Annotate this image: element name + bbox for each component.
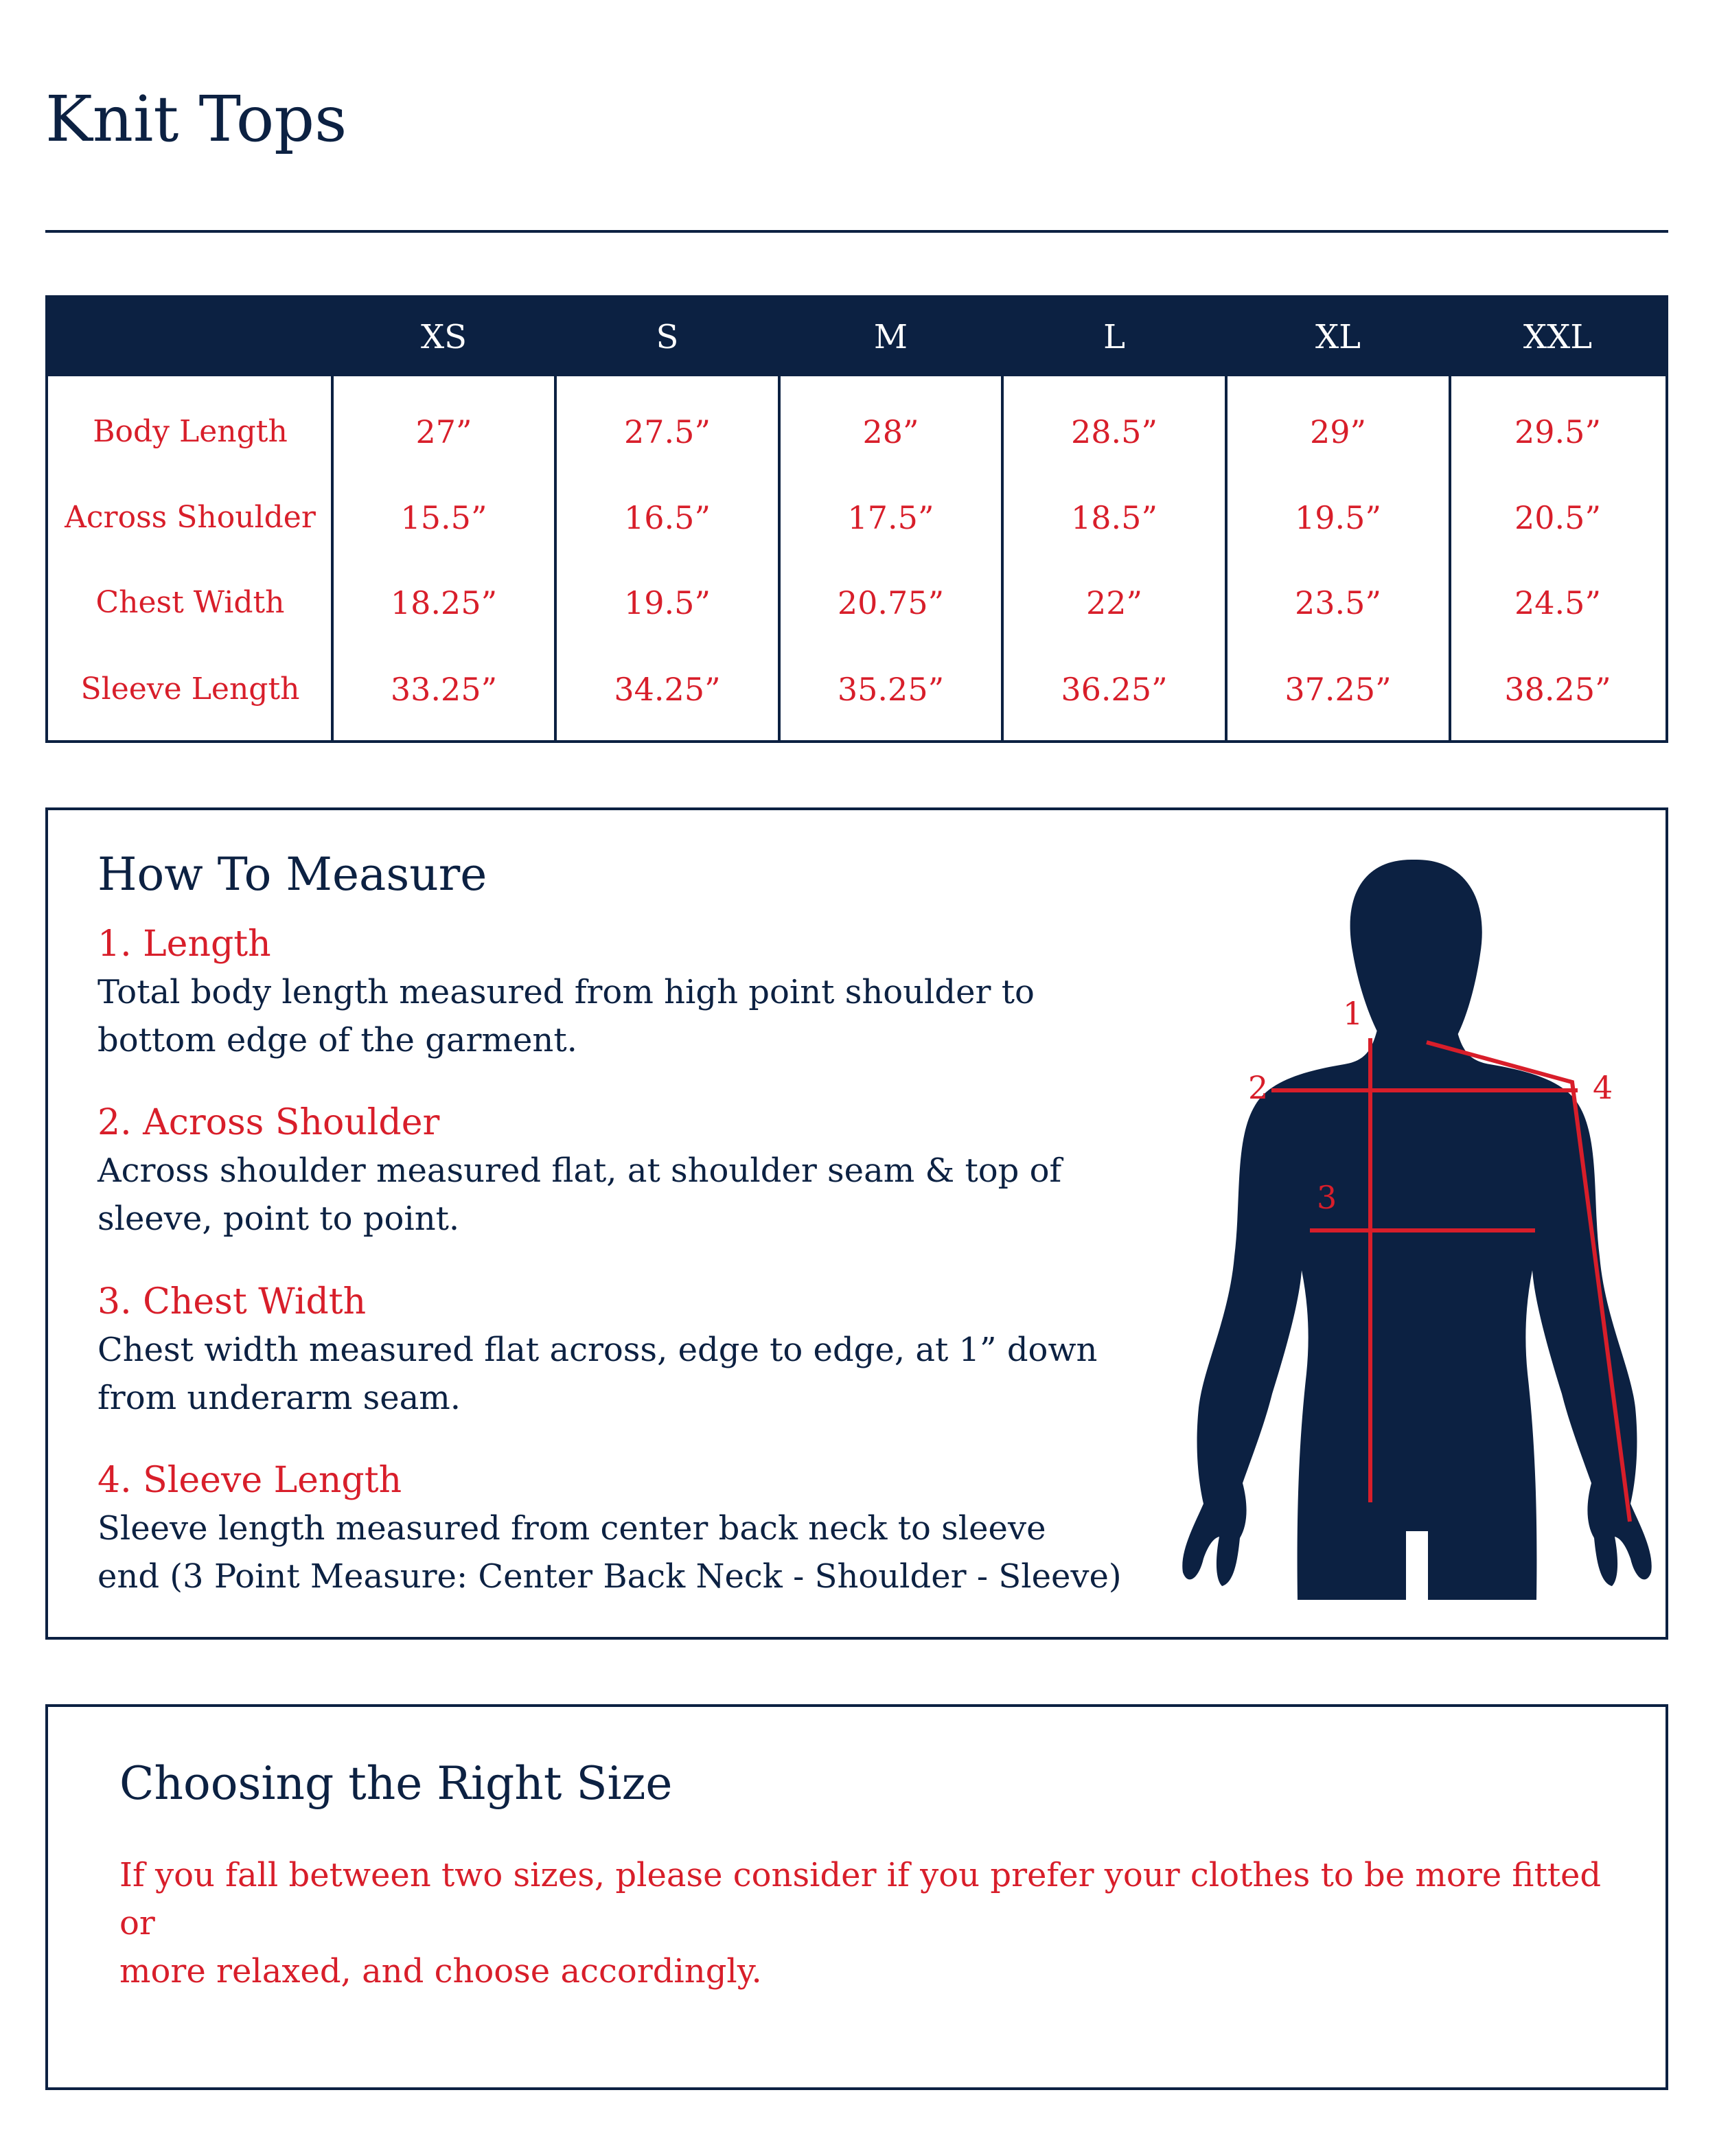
measure-item-heading: 4. Sleeve Length <box>97 1460 402 1501</box>
measure-item-sleeve-length <box>97 1456 1127 1601</box>
choosing-size-panel <box>45 1704 1668 2090</box>
row-label-body-length: Body Length <box>93 414 288 449</box>
choosing-size-title: Choosing the Right Size <box>119 1757 673 1810</box>
figure-label-4: 4 <box>1593 1069 1613 1106</box>
measure-item-description: Total body length measured from high point shoulder to <box>97 973 1035 1011</box>
size-header-m: M <box>873 318 908 356</box>
size-header-xs: XS <box>420 318 468 356</box>
row-label-chest-width: Chest Width <box>95 585 285 620</box>
table-cell: 19.5” <box>624 584 711 621</box>
title-divider <box>45 230 1668 233</box>
measure-item-description: Sleeve length measured from center back neck to sleeve <box>97 1509 1046 1548</box>
table-cell: 18.5” <box>1071 499 1157 536</box>
choosing-size-text <box>119 1851 1616 1995</box>
size-header-s: S <box>656 318 679 356</box>
size-chart-table <box>45 295 1668 743</box>
table-cell: 28” <box>862 413 919 450</box>
table-cell: 28.5” <box>1071 413 1157 450</box>
how-to-measure-title: How To Measure <box>97 848 487 901</box>
choosing-size-text-line: If you fall between two sizes, please consider if you prefer your clothes to be more fitted or <box>119 1856 1602 1942</box>
table-cell: 23.5” <box>1295 584 1381 621</box>
measure-item-chest-width <box>97 1278 1127 1422</box>
table-cell: 29.5” <box>1514 413 1601 450</box>
measure-item-heading: 2. Across Shoulder <box>97 1102 440 1143</box>
measure-item-heading: 1. Length <box>97 924 271 965</box>
how-to-measure-panel <box>45 807 1668 1640</box>
table-cell: 20.75” <box>837 584 945 621</box>
table-cell: 35.25” <box>837 671 945 708</box>
measure-item-description: sleeve, point to point. <box>97 1200 460 1238</box>
torso-silhouette-icon <box>1146 845 1668 1600</box>
figure-label-2: 2 <box>1248 1069 1269 1106</box>
table-cell: 33.25” <box>390 671 498 708</box>
table-cell: 36.25” <box>1061 671 1168 708</box>
measure-item-length <box>97 920 1127 1064</box>
row-label-across-shoulder: Across Shoulder <box>65 500 316 535</box>
size-header-l: L <box>1103 318 1125 356</box>
table-cell: 29” <box>1309 413 1367 450</box>
size-header-xxl: XXL <box>1523 318 1593 356</box>
measure-item-description: from underarm seam. <box>97 1379 461 1417</box>
table-cell: 15.5” <box>400 499 487 536</box>
measure-item-description: bottom edge of the garment. <box>97 1021 577 1059</box>
table-cell: 24.5” <box>1514 584 1601 621</box>
table-cell: 38.25” <box>1504 671 1611 708</box>
table-cell: 19.5” <box>1295 499 1381 536</box>
row-label-sleeve-length: Sleeve Length <box>80 672 300 707</box>
table-cell: 20.5” <box>1514 499 1601 536</box>
table-cell: 34.25” <box>614 671 721 708</box>
table-cell: 27.5” <box>624 413 711 450</box>
measure-item-description: end (3 Point Measure: Center Back Neck - Shoulder - Sleeve) <box>97 1557 1122 1596</box>
measure-item-description: Across shoulder measured flat, at shoulder seam & top of <box>97 1151 1062 1190</box>
size-header-xl: XL <box>1315 318 1361 356</box>
page-title: Knit Tops <box>45 82 347 156</box>
measure-item-description: Chest width measured flat across, edge to edge, at 1” down <box>97 1331 1098 1369</box>
table-cell: 18.25” <box>390 584 498 621</box>
table-cell: 27” <box>415 413 472 450</box>
table-cell: 16.5” <box>624 499 711 536</box>
measure-item-heading: 3. Chest Width <box>97 1281 367 1322</box>
choosing-size-text-line: more relaxed, and choose accordingly. <box>119 1952 762 1991</box>
table-cell: 37.25” <box>1284 671 1392 708</box>
figure-label-3: 3 <box>1317 1179 1337 1216</box>
size-header-row <box>48 298 1666 376</box>
table-cell: 22” <box>1085 584 1143 621</box>
table-cell: 17.5” <box>847 499 934 536</box>
figure-label-1: 1 <box>1343 995 1363 1032</box>
measure-item-across-shoulder <box>97 1099 1127 1243</box>
